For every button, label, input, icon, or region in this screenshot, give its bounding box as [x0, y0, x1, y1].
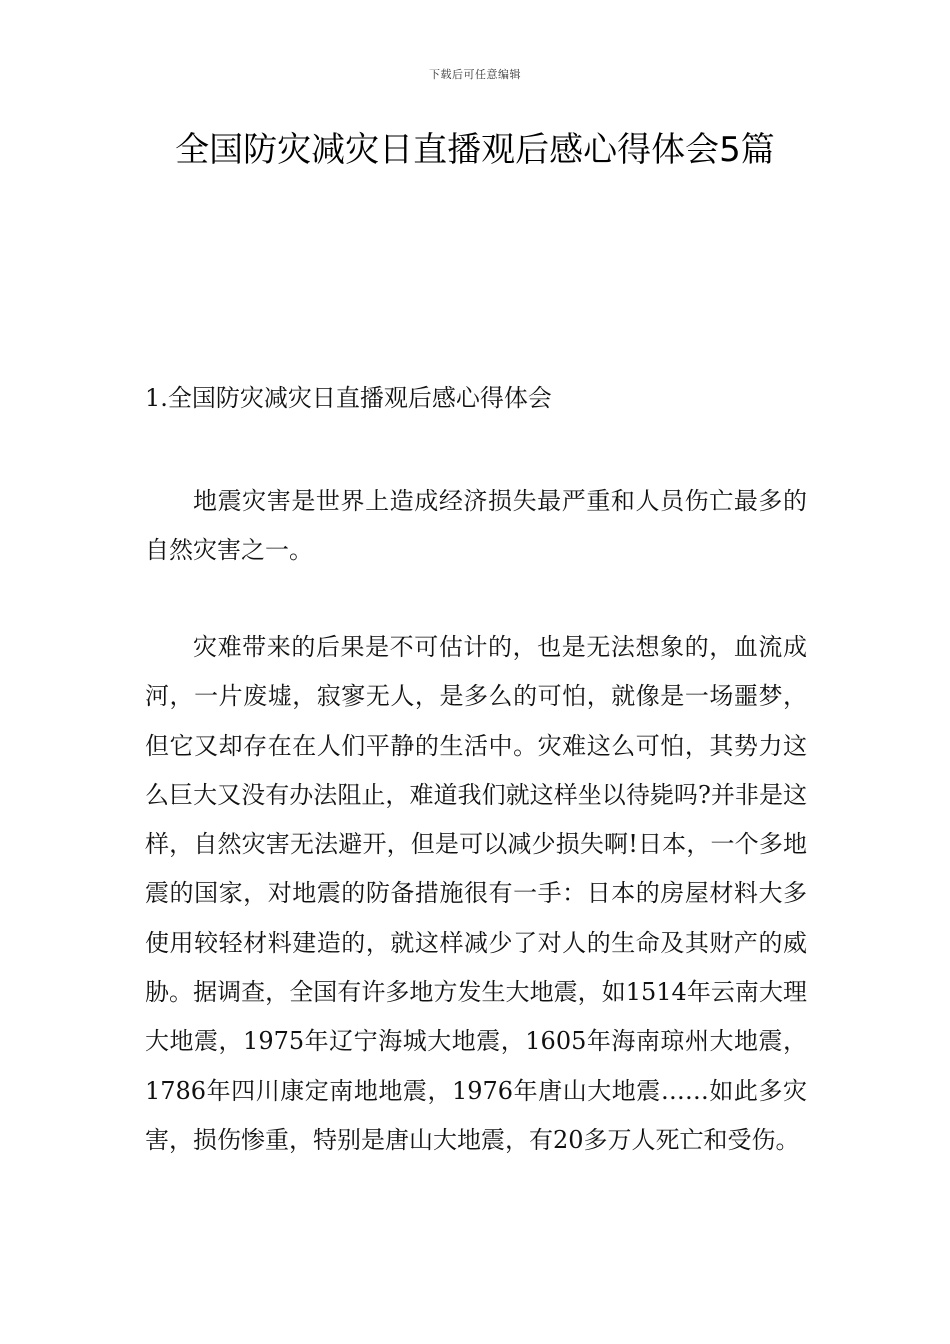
section-heading: 1.全国防灾减灾日直播观后感心得体会: [145, 384, 552, 412]
paragraph-1: 地震灾害是世界上造成经济损失最严重和人员伤亡最多的自然灾害之一。: [145, 487, 807, 565]
document-title: 全国防灾减灾日直播观后感心得体会5篇: [175, 130, 775, 170]
header-note: 下载后可任意编辑: [429, 68, 521, 81]
paragraph-2: 灾难带来的后果是不可估计的，也是无法想象的，血流成河，一片废墟，寂寥无人，是多么的可怕，就像是一场噩梦，但它又却存在在人们平静的生活中。灾难这么可怕，其势力这么巨大又没有办法阻止，难道我们就这样坐以待毙吗?并非是这样，自然灾害无法避开，但是可以减少损失啊!日本，一个多地震的国家，对地震的防备措施很有一手：日本的房屋材料大多使用较轻材料建造的，就这样减少了对人的生命及其财产的威胁。据调查，全国有许多地方发生大地震，如1514年云南大理大地震，1975年辽宁海城大地震，1605年海南琼州大地震，1786年四川康定南地地震，1976年唐山大地震……如此多灾害，损伤惨重，特别是唐山大地震，有20多万人死亡和受伤。: [145, 633, 807, 1154]
